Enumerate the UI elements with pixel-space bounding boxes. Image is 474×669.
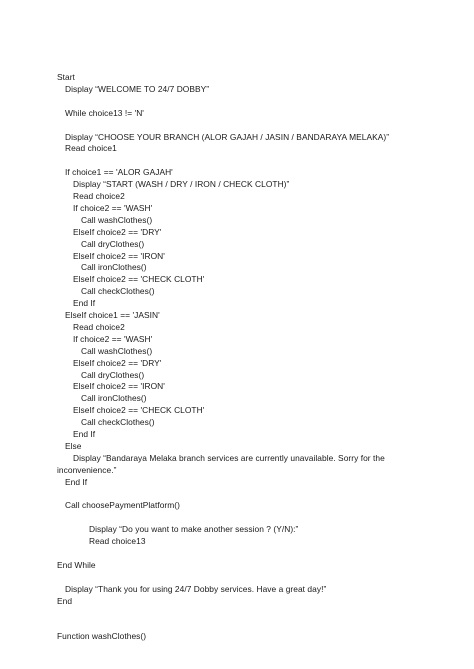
code-line: Display “Thank you for using 24/7 Dobby services. Have a great day!”	[65, 583, 327, 594]
code-line: Read choice1	[65, 143, 117, 154]
code-line: Call ironClothes()	[81, 393, 147, 404]
code-line: ElseIf choice2 == 'CHECK CLOTH'	[73, 405, 205, 416]
code-line: ElseIf choice2 == 'DRY'	[73, 226, 162, 237]
code-line: Call washClothes()	[81, 345, 153, 356]
code-line: Read choice13	[89, 536, 146, 547]
code-line: Call washClothes()	[81, 214, 153, 225]
code-line: End	[57, 595, 73, 606]
code-line: End While	[57, 559, 96, 570]
code-line: Read choice2	[73, 321, 125, 332]
code-line: inconvenience.”	[57, 464, 117, 475]
code-line: ElseIf choice2 == 'DRY'	[73, 357, 162, 368]
code-line: Else	[65, 440, 82, 451]
code-line: Call dryClothes()	[81, 369, 145, 380]
code-line: While choice13 != 'N'	[65, 107, 144, 118]
code-line: Display “CHOOSE YOUR BRANCH (ALOR GAJAH / JASIN / BANDARAYA MELAKA)”	[65, 131, 390, 142]
code-line: Call ironClothes()	[81, 262, 147, 273]
code-line: End If	[73, 298, 96, 309]
code-line: Read choice2	[73, 191, 125, 201]
code-line: ElseIf choice1 == 'JASIN'	[65, 310, 160, 320]
code-line: Function washClothes()	[57, 631, 147, 642]
code-line: End If	[73, 429, 96, 439]
code-line: Call choosePaymentPlatform()	[65, 500, 180, 511]
code-line: Call dryClothes()	[81, 238, 145, 249]
code-line: If choice1 == 'ALOR GAJAH'	[65, 167, 173, 178]
code-line: Call checkClothes()	[81, 417, 155, 428]
code-line: Start	[57, 72, 75, 82]
code-line: Call checkClothes()	[81, 286, 155, 297]
code-line: Display “Do you want to make another session ? (Y/N):”	[89, 524, 299, 535]
code-line: Display “Bandaraya Melaka branch services are currently unavailable. Sorry for the	[73, 452, 385, 463]
code-line: Display “START (WASH / DRY / IRON / CHECK CLOTH)”	[73, 179, 290, 190]
code-line: ElseIf choice2 == 'IRON'	[73, 381, 165, 392]
code-line: If choice2 == 'WASH'	[73, 202, 153, 213]
code-line: If choice2 == 'WASH'	[73, 333, 153, 344]
code-line: End If	[65, 476, 88, 487]
code-line: Display “WELCOME TO 24/7 DOBBY”	[65, 83, 210, 94]
code-line: ElseIf choice2 == 'CHECK CLOTH'	[73, 274, 205, 285]
code-line: ElseIf choice2 == 'IRON'	[73, 250, 165, 261]
